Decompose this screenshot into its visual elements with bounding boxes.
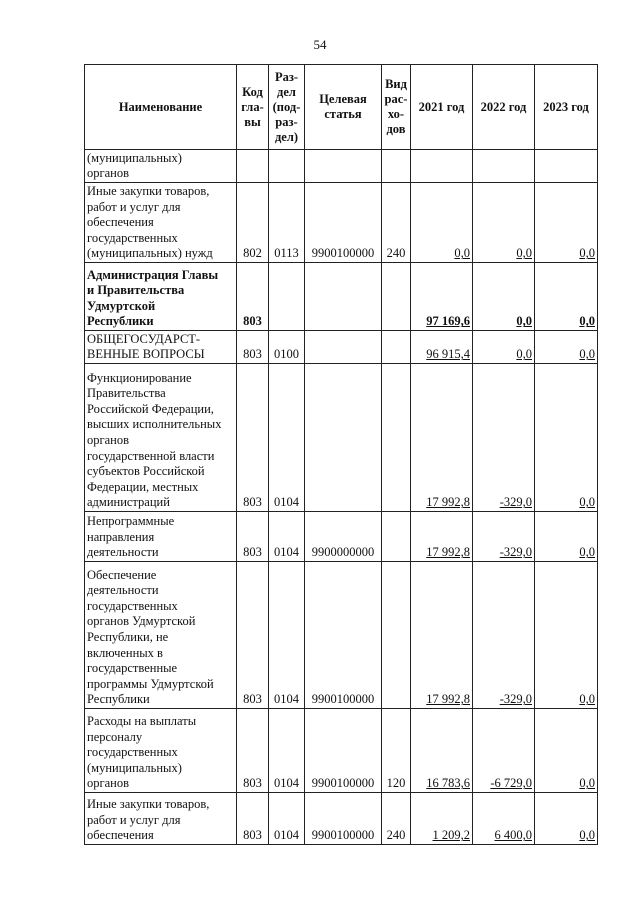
row-2021: 1 209,2 <box>411 793 473 845</box>
table-row <box>85 793 598 845</box>
header-chapter-code: Код гла- вы <box>237 65 269 150</box>
row-name: (муниципальных) органов <box>85 150 237 183</box>
row-target <box>305 364 382 512</box>
row-2023: 0,0 <box>535 562 598 709</box>
row-name: Непрограммные направления деятельности <box>85 512 237 562</box>
header-name: Наименование <box>85 65 237 150</box>
row-section: 0104 <box>269 793 305 845</box>
row-target: 9900000000 <box>305 512 382 562</box>
row-name: Иные закупки товаров, работ и услуг для обеспечения <box>85 793 237 845</box>
row-2022: -329,0 <box>473 562 535 709</box>
row-name: Иные закупки товаров, работ и услуг для обеспечения государственных (муниципальных) нужд <box>85 183 237 263</box>
row-name: Обеспечение деятельности государственных органов Удмуртской Республики, не включенных в государственные программы Удмуртской Республики <box>85 562 237 709</box>
row-target: 9900100000 <box>305 793 382 845</box>
row-2022: 0,0 <box>473 183 535 263</box>
row-section: 0100 <box>269 331 305 364</box>
budget-table <box>84 64 598 845</box>
row-2023: 0,0 <box>535 183 598 263</box>
row-2022: 6 400,0 <box>473 793 535 845</box>
row-kind: 120 <box>382 709 411 793</box>
row-2021 <box>411 150 473 183</box>
row-section: 0104 <box>269 709 305 793</box>
table-row <box>85 512 598 562</box>
row-target: 9900100000 <box>305 183 382 263</box>
row-name: Функционирование Правительства Российской Федерации, высших исполнительных органов государственной власти субъектов Российской Федерации, местных администраций <box>85 364 237 512</box>
row-code: 803 <box>237 793 269 845</box>
header-section: Раз- дел (под- раз- дел) <box>269 65 305 150</box>
row-section: 0104 <box>269 562 305 709</box>
header-row <box>85 65 598 150</box>
table-row <box>85 183 598 263</box>
row-name: ОБЩЕГОСУДАРСТ- ВЕННЫЕ ВОПРОСЫ <box>85 331 237 364</box>
row-code: 803 <box>237 263 269 331</box>
row-section <box>269 150 305 183</box>
row-target: 9900100000 <box>305 562 382 709</box>
row-2021: 97 169,6 <box>411 263 473 331</box>
row-2023: 0,0 <box>535 793 598 845</box>
row-code: 803 <box>237 331 269 364</box>
row-2021: 16 783,6 <box>411 709 473 793</box>
row-code: 803 <box>237 512 269 562</box>
row-code <box>237 150 269 183</box>
table-row <box>85 562 598 709</box>
row-kind: 240 <box>382 793 411 845</box>
table-row <box>85 364 598 512</box>
row-2021: 17 992,8 <box>411 562 473 709</box>
row-target: 9900100000 <box>305 709 382 793</box>
row-target <box>305 263 382 331</box>
row-2022: -329,0 <box>473 512 535 562</box>
table-row <box>85 709 598 793</box>
row-2022: 0,0 <box>473 331 535 364</box>
row-kind <box>382 331 411 364</box>
row-code: 803 <box>237 364 269 512</box>
row-kind: 240 <box>382 183 411 263</box>
row-2022 <box>473 150 535 183</box>
row-kind <box>382 512 411 562</box>
header-2021: 2021 год <box>411 65 473 150</box>
row-2023: 0,0 <box>535 364 598 512</box>
table-row <box>85 150 598 183</box>
row-target <box>305 331 382 364</box>
row-target <box>305 150 382 183</box>
row-section: 0104 <box>269 364 305 512</box>
header-2023: 2023 год <box>535 65 598 150</box>
header-2022: 2022 год <box>473 65 535 150</box>
row-section: 0104 <box>269 512 305 562</box>
row-code: 803 <box>237 562 269 709</box>
header-target-item: Целевая статья <box>305 65 382 150</box>
row-2021: 17 992,8 <box>411 512 473 562</box>
row-2023: 0,0 <box>535 709 598 793</box>
row-kind <box>382 562 411 709</box>
row-2022: 0,0 <box>473 263 535 331</box>
row-2023: 0,0 <box>535 263 598 331</box>
row-2022: -6 729,0 <box>473 709 535 793</box>
row-name: Расходы на выплаты персоналу государственных (муниципальных) органов <box>85 709 237 793</box>
row-name: Администрация Главы и Правительства Удмуртской Республики <box>85 263 237 331</box>
header-expense-type: Вид рас- хо- дов <box>382 65 411 150</box>
row-kind <box>382 150 411 183</box>
row-section <box>269 263 305 331</box>
page-number: 54 <box>313 37 327 52</box>
row-kind <box>382 263 411 331</box>
row-kind <box>382 364 411 512</box>
row-2021: 0,0 <box>411 183 473 263</box>
row-2023: 0,0 <box>535 512 598 562</box>
row-2023: 0,0 <box>535 331 598 364</box>
table-row <box>85 331 598 364</box>
row-code: 803 <box>237 709 269 793</box>
row-code: 802 <box>237 183 269 263</box>
row-section: 0113 <box>269 183 305 263</box>
table-row <box>85 263 598 331</box>
row-2023 <box>535 150 598 183</box>
row-2021: 17 992,8 <box>411 364 473 512</box>
row-2021: 96 915,4 <box>411 331 473 364</box>
row-2022: -329,0 <box>473 364 535 512</box>
